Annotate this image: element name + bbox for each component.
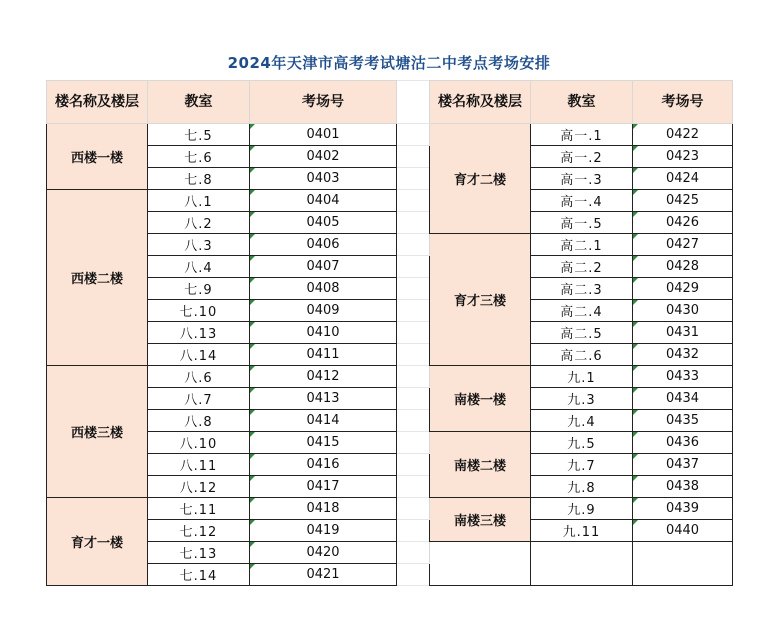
right-exam-cell: 0428 — [633, 256, 733, 278]
table-row — [47, 124, 733, 146]
left-exam-cell: 0421 — [250, 564, 397, 586]
left-room-cell: 七.14 — [148, 564, 250, 586]
right-exam-cell: 0437 — [633, 454, 733, 476]
table-row — [47, 322, 733, 344]
left-exam-cell: 0406 — [250, 234, 397, 256]
column-gap — [397, 168, 430, 190]
column-gap — [397, 476, 430, 498]
right-exam-cell: 0423 — [633, 146, 733, 168]
column-gap — [397, 388, 430, 410]
left-exam-cell: 0407 — [250, 256, 397, 278]
left-building-cell: 西楼二楼 — [47, 190, 148, 366]
table-row — [47, 168, 733, 190]
left-room-cell: 七.13 — [148, 542, 250, 564]
right-room-cell: 高二.4 — [531, 300, 633, 322]
left-exam-cell: 0403 — [250, 168, 397, 190]
left-exam-cell: 0410 — [250, 322, 397, 344]
right-room-cell: 高一.5 — [531, 212, 633, 234]
left-room-cell: 七.10 — [148, 300, 250, 322]
header-left-room: 教室 — [148, 81, 250, 124]
right-room-cell: 高二.5 — [531, 322, 633, 344]
left-room-cell: 八.2 — [148, 212, 250, 234]
right-room-cell: 高一.4 — [531, 190, 633, 212]
column-gap — [397, 322, 430, 344]
header-left-building: 楼名称及楼层 — [47, 81, 148, 124]
left-exam-cell: 0409 — [250, 300, 397, 322]
right-exam-cell: 0431 — [633, 322, 733, 344]
left-exam-cell: 0401 — [250, 124, 397, 146]
right-exam-cell: 0434 — [633, 388, 733, 410]
left-room-cell: 八.6 — [148, 366, 250, 388]
left-exam-cell: 0419 — [250, 520, 397, 542]
table-row — [47, 300, 733, 322]
left-exam-cell: 0420 — [250, 542, 397, 564]
left-room-cell: 八.8 — [148, 410, 250, 432]
left-room-cell: 八.14 — [148, 344, 250, 366]
left-exam-cell: 0416 — [250, 454, 397, 476]
right-exam-cell: 0435 — [633, 410, 733, 432]
right-empty-exam-cell — [633, 542, 733, 586]
column-gap — [397, 564, 430, 586]
left-room-cell: 八.7 — [148, 388, 250, 410]
left-exam-cell: 0413 — [250, 388, 397, 410]
left-building-cell: 西楼三楼 — [47, 366, 148, 498]
left-exam-cell: 0402 — [250, 146, 397, 168]
right-exam-cell: 0436 — [633, 432, 733, 454]
left-exam-cell: 0414 — [250, 410, 397, 432]
table-row — [47, 366, 733, 388]
column-gap — [397, 234, 430, 256]
right-exam-cell: 0429 — [633, 278, 733, 300]
left-room-cell: 八.13 — [148, 322, 250, 344]
header-right-exam: 考场号 — [633, 81, 733, 124]
right-exam-cell: 0438 — [633, 476, 733, 498]
column-gap — [397, 520, 430, 542]
right-room-cell: 九.5 — [531, 432, 633, 454]
table-row — [47, 498, 733, 520]
table-row — [47, 256, 733, 278]
left-room-cell: 八.10 — [148, 432, 250, 454]
column-gap — [397, 454, 430, 476]
table-row — [47, 454, 733, 476]
table-row — [47, 520, 733, 542]
column-gap — [397, 542, 430, 564]
right-room-cell: 高二.2 — [531, 256, 633, 278]
left-room-cell: 七.11 — [148, 498, 250, 520]
left-room-cell: 七.5 — [148, 124, 250, 146]
column-gap — [397, 124, 430, 146]
column-gap — [397, 366, 430, 388]
right-room-cell: 高二.3 — [531, 278, 633, 300]
table-row — [47, 476, 733, 498]
right-room-cell: 高一.3 — [531, 168, 633, 190]
right-building-cell: 育才二楼 — [430, 124, 531, 234]
right-room-cell: 高一.1 — [531, 124, 633, 146]
table-body — [47, 81, 733, 586]
right-exam-cell: 0425 — [633, 190, 733, 212]
table-row — [47, 388, 733, 410]
left-exam-cell: 0408 — [250, 278, 397, 300]
left-exam-cell: 0418 — [250, 498, 397, 520]
table-row — [47, 190, 733, 212]
left-room-cell: 八.1 — [148, 190, 250, 212]
page-title: 2024年天津市高考考试塘沽二中考点考场安排 — [227, 54, 551, 72]
right-exam-cell: 0430 — [633, 300, 733, 322]
right-empty-room-cell — [531, 542, 633, 586]
column-gap — [397, 344, 430, 366]
left-room-cell: 七.9 — [148, 278, 250, 300]
right-room-cell: 高二.6 — [531, 344, 633, 366]
header-right-building: 楼名称及楼层 — [430, 81, 531, 124]
left-room-cell: 八.4 — [148, 256, 250, 278]
column-gap — [397, 212, 430, 234]
right-room-cell: 九.7 — [531, 454, 633, 476]
left-building-cell: 育才一楼 — [47, 498, 148, 586]
column-gap — [397, 81, 430, 124]
column-gap — [397, 498, 430, 520]
table-row — [47, 146, 733, 168]
right-exam-cell: 0422 — [633, 124, 733, 146]
left-room-cell: 七.6 — [148, 146, 250, 168]
table-row — [47, 432, 733, 454]
left-exam-cell: 0404 — [250, 190, 397, 212]
header-row — [47, 81, 733, 124]
left-exam-cell: 0405 — [250, 212, 397, 234]
column-gap — [397, 278, 430, 300]
column-gap — [397, 256, 430, 278]
table-row — [47, 542, 733, 564]
right-room-cell: 九.4 — [531, 410, 633, 432]
right-room-cell: 九.11 — [531, 520, 633, 542]
table-row — [47, 278, 733, 300]
right-building-cell: 南楼三楼 — [430, 498, 531, 542]
header-right-room: 教室 — [531, 81, 633, 124]
left-room-cell: 七.12 — [148, 520, 250, 542]
right-room-cell: 高二.1 — [531, 234, 633, 256]
right-exam-cell: 0439 — [633, 498, 733, 520]
left-exam-cell: 0417 — [250, 476, 397, 498]
right-building-cell: 育才三楼 — [430, 234, 531, 366]
left-exam-cell: 0412 — [250, 366, 397, 388]
header-left-exam: 考场号 — [250, 81, 397, 124]
left-exam-cell: 0415 — [250, 432, 397, 454]
left-room-cell: 八.3 — [148, 234, 250, 256]
left-room-cell: 八.11 — [148, 454, 250, 476]
table-row — [47, 410, 733, 432]
right-room-cell: 九.8 — [531, 476, 633, 498]
left-room-cell: 七.8 — [148, 168, 250, 190]
table-row — [47, 344, 733, 366]
exam-room-table — [46, 80, 733, 586]
right-room-cell: 九.9 — [531, 498, 633, 520]
column-gap — [397, 432, 430, 454]
table-row — [47, 234, 733, 256]
column-gap — [397, 410, 430, 432]
right-exam-cell: 0440 — [633, 520, 733, 542]
column-gap — [397, 190, 430, 212]
right-exam-cell: 0426 — [633, 212, 733, 234]
left-room-cell: 八.12 — [148, 476, 250, 498]
right-empty-building-cell — [430, 542, 531, 586]
right-room-cell: 九.3 — [531, 388, 633, 410]
column-gap — [397, 146, 430, 168]
right-room-cell: 高一.2 — [531, 146, 633, 168]
right-exam-cell: 0424 — [633, 168, 733, 190]
column-gap — [397, 300, 430, 322]
right-exam-cell: 0427 — [633, 234, 733, 256]
right-room-cell: 九.1 — [531, 366, 633, 388]
left-exam-cell: 0411 — [250, 344, 397, 366]
right-exam-cell: 0432 — [633, 344, 733, 366]
table-row — [47, 212, 733, 234]
right-building-cell: 南楼一楼 — [430, 366, 531, 432]
right-exam-cell: 0433 — [633, 366, 733, 388]
right-building-cell: 南楼二楼 — [430, 432, 531, 498]
left-building-cell: 西楼一楼 — [47, 124, 148, 190]
